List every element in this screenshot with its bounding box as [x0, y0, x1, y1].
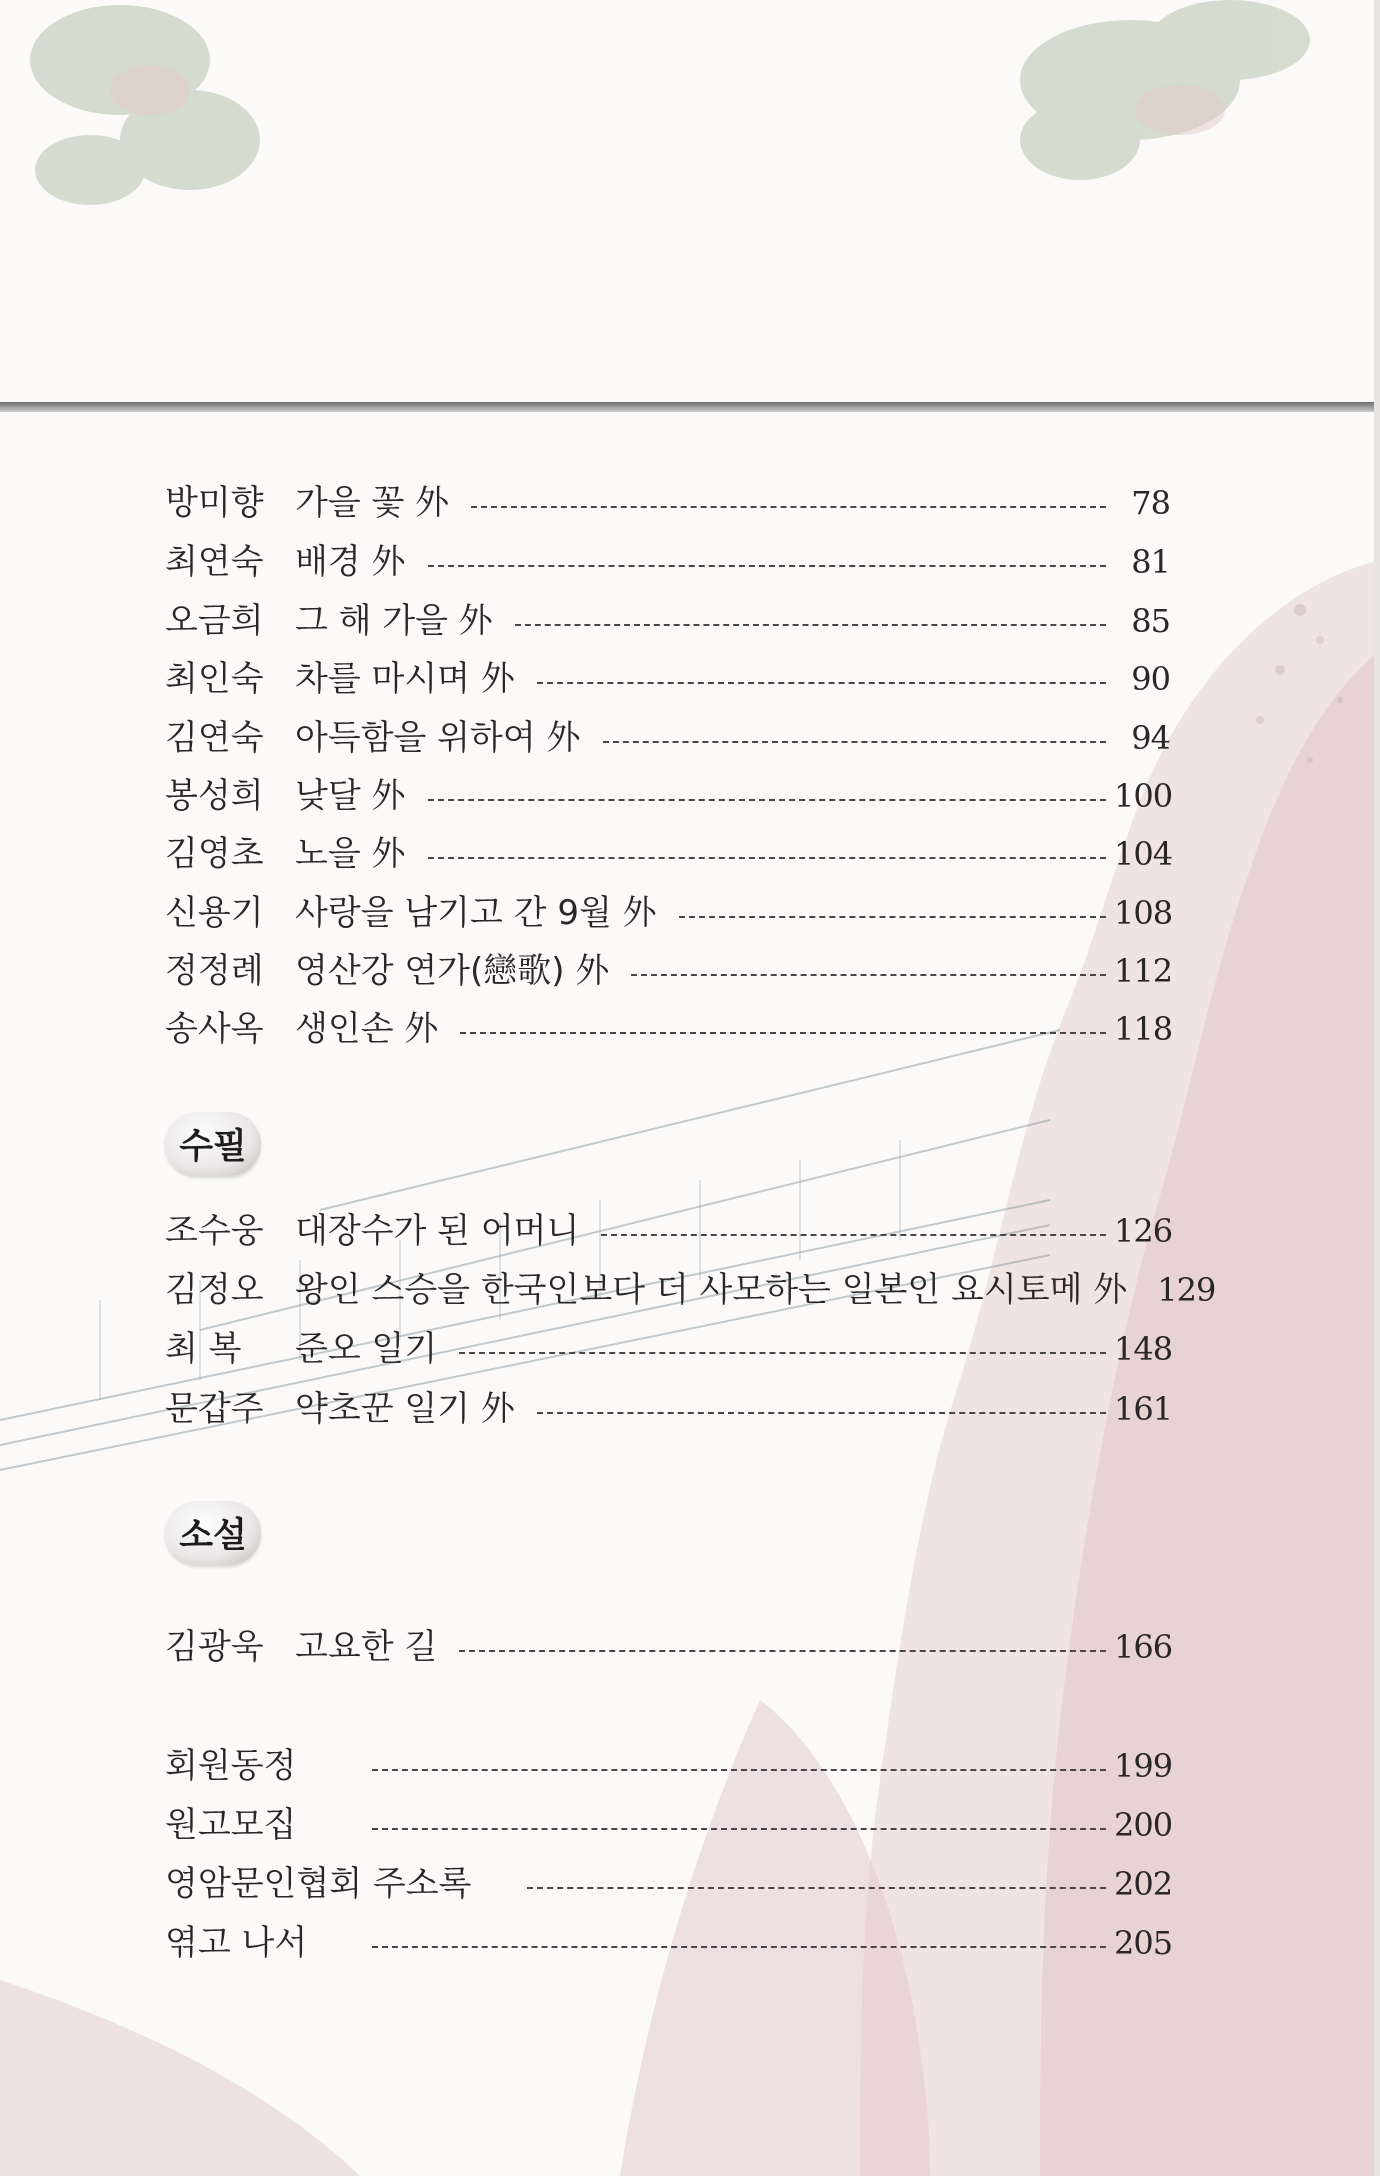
entry-page: 90	[1131, 660, 1170, 698]
entry-title: 사랑을 남기고 간 9월 外	[295, 893, 657, 933]
entry-title: 영암문인협회 주소록	[165, 1864, 472, 1904]
entry-page: 100	[1114, 777, 1173, 815]
dot-leader	[527, 1887, 1106, 1889]
toc-entry	[165, 596, 1170, 646]
entry-author: 방미향	[165, 483, 264, 523]
header-divider	[0, 402, 1380, 412]
entry-page: 118	[1114, 1010, 1173, 1048]
toc-entry	[165, 1622, 1173, 1672]
entry-title: 낮달 外	[295, 776, 406, 816]
entry-author: 최 복	[165, 1329, 242, 1369]
entry-title: 고요한 길	[295, 1627, 438, 1667]
entry-page: 200	[1114, 1806, 1173, 1844]
dot-leader	[537, 682, 1106, 684]
entry-title: 준오 일기	[295, 1329, 438, 1369]
toc-entry	[165, 1859, 1173, 1909]
entry-page: 112	[1114, 952, 1173, 990]
entry-page: 199	[1114, 1747, 1173, 1785]
dot-leader	[515, 624, 1106, 626]
dot-leader	[679, 916, 1106, 918]
toc-entry	[165, 888, 1173, 938]
entry-title: 그 해 가을 外	[295, 601, 493, 641]
entry-page: 166	[1114, 1628, 1173, 1666]
entry-title: 가을 꽃 外	[295, 483, 450, 523]
toc-entry	[165, 654, 1170, 704]
entry-title: 회원동정	[165, 1746, 297, 1786]
entry-author: 최연숙	[165, 542, 264, 582]
entry-title: 배경 外	[295, 542, 406, 582]
entry-author: 김정오	[165, 1270, 264, 1310]
entry-page: 148	[1114, 1330, 1173, 1368]
dot-leader	[428, 799, 1107, 801]
toc-entry	[165, 1800, 1173, 1850]
entry-author: 정정례	[165, 951, 264, 991]
entry-page: 104	[1114, 835, 1173, 873]
toc-entry	[165, 829, 1173, 879]
dot-leader	[459, 1352, 1106, 1354]
entry-page: 81	[1131, 543, 1170, 581]
entry-title: 엮고 나서	[165, 1923, 308, 1963]
entry-page: 202	[1114, 1865, 1173, 1903]
toc-entry	[165, 713, 1170, 763]
entry-page: 161	[1114, 1390, 1173, 1428]
toc-entry	[165, 771, 1173, 821]
entry-page: 85	[1131, 602, 1170, 640]
dot-leader	[428, 857, 1107, 859]
entry-author: 송사옥	[165, 1009, 264, 1049]
entry-author: 최인숙	[165, 659, 264, 699]
dot-leader	[603, 741, 1106, 743]
toc-entry	[165, 1384, 1173, 1434]
section-badge-essay: 수필	[165, 1112, 261, 1176]
toc-entry	[165, 1741, 1173, 1791]
entry-page: 205	[1114, 1924, 1173, 1962]
entry-title: 원고모집	[165, 1805, 297, 1845]
entry-page: 129	[1157, 1271, 1216, 1309]
entry-page: 78	[1131, 484, 1170, 522]
entry-author: 봉성희	[165, 776, 264, 816]
dot-leader	[537, 1412, 1106, 1414]
entry-title: 노을 外	[295, 834, 406, 874]
entry-page: 126	[1114, 1212, 1173, 1250]
entry-title: 생인손 外	[295, 1009, 439, 1049]
dot-leader	[428, 565, 1107, 567]
dot-leader	[471, 506, 1106, 508]
entry-author: 신용기	[165, 893, 264, 933]
entry-title: 차를 마시며 外	[295, 659, 515, 699]
entry-title: 약초꾼 일기 外	[295, 1389, 515, 1429]
toc-entry	[165, 478, 1170, 528]
entry-title: 왕인 스승을 한국인보다 더 사모하는 일본인 요시토메 外	[295, 1270, 1128, 1310]
toc-entry	[165, 537, 1170, 587]
entry-author: 조수웅	[165, 1211, 264, 1251]
dot-leader	[372, 1946, 1106, 1948]
toc-entry	[165, 1004, 1173, 1054]
dot-leader	[372, 1828, 1106, 1830]
section-badge-novel: 소설	[165, 1501, 261, 1565]
entry-author: 김연숙	[165, 718, 264, 758]
entry-author: 김영초	[165, 834, 264, 874]
entry-page: 94	[1131, 719, 1170, 757]
entry-author: 오금희	[165, 601, 264, 641]
entry-title: 대장수가 된 어머니	[295, 1211, 580, 1251]
page-edge	[1374, 0, 1380, 2176]
toc-entry	[165, 1265, 1216, 1315]
entry-title: 영산강 연가(戀歌) 外	[295, 951, 610, 991]
dot-leader	[601, 1234, 1106, 1236]
dot-leader	[372, 1769, 1106, 1771]
entry-title: 아득함을 위하여 外	[295, 718, 581, 758]
toc-entry	[165, 946, 1173, 996]
toc-entry	[165, 1918, 1173, 1968]
dot-leader	[631, 974, 1106, 976]
toc-entry	[165, 1206, 1173, 1256]
entry-author: 김광욱	[165, 1627, 264, 1667]
dot-leader	[460, 1032, 1106, 1034]
entry-page: 108	[1114, 894, 1173, 932]
dot-leader	[459, 1650, 1106, 1652]
toc-entry	[165, 1324, 1173, 1374]
entry-author: 문갑주	[165, 1389, 264, 1429]
